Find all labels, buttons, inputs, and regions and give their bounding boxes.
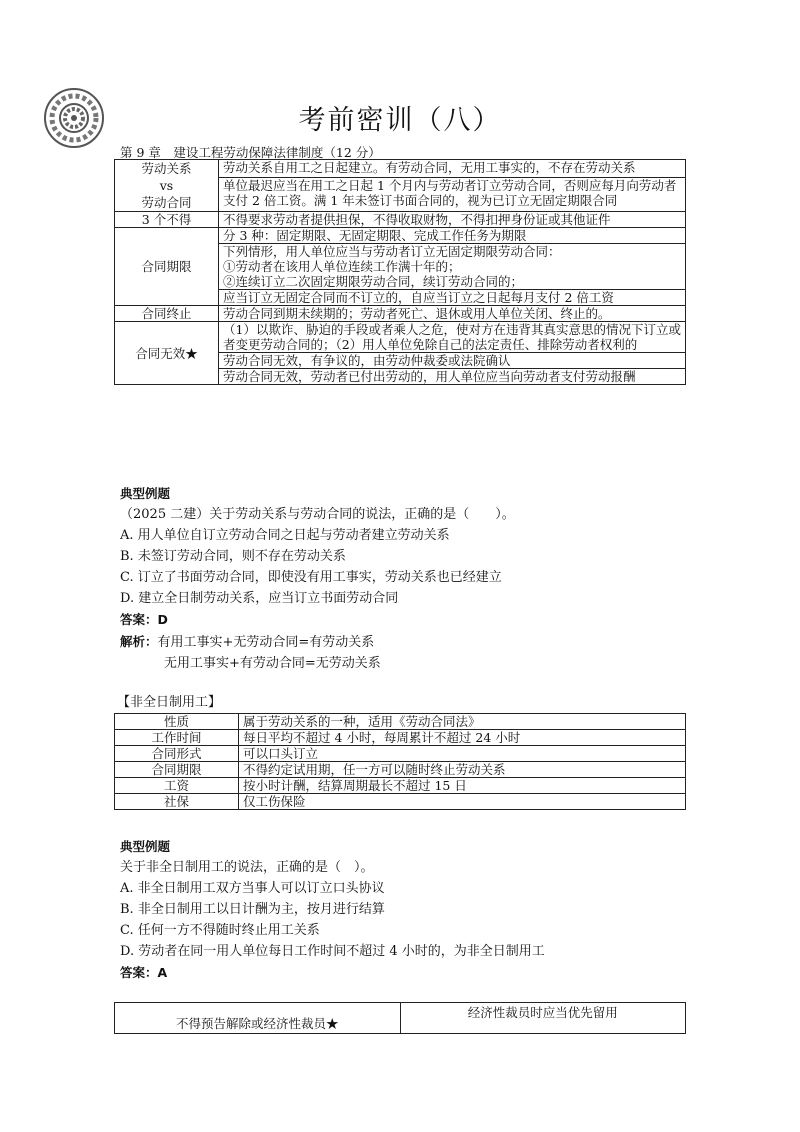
example1-analysis-label: 解析： (120, 634, 158, 649)
example1-option-c: C. 订立了书面劳动合同，即使没有用工事实，劳动关系也已经建立 (120, 570, 502, 585)
table-key: 合同期限 (115, 762, 239, 778)
example2-answer: A (157, 965, 168, 980)
table-key-line: 劳动合同 (141, 195, 192, 210)
page-title: 考前密训（八） (298, 105, 502, 136)
example1-analysis-2: 无用工事实+有劳动合同=无劳动关系 (164, 656, 381, 671)
part-time-table (114, 713, 686, 810)
example1-option-a: A. 用人单位自订立劳动合同之日起与劳动者建立劳动关系 (120, 528, 450, 543)
table-row (115, 730, 686, 746)
table-value: 分 3 种：固定期限、无固定期限、完成工作任务为期限 (219, 228, 686, 244)
example2-option-d: D. 劳动者在同一用人单位每日工作时间不超过 4 小时的，为非全日制用工 (120, 944, 545, 959)
table-key-line: vs (159, 178, 174, 193)
example2-option-a: A. 非全日制用工双方当事人可以订立口头协议 (120, 881, 385, 896)
table-row (115, 762, 686, 778)
table-key (115, 228, 219, 306)
example1-analysis-1: 有用工事实+无劳动合同=有劳动关系 (157, 635, 375, 650)
example1-answer-label: 答案： (120, 612, 158, 627)
table-key (115, 160, 219, 212)
table-key-line: 劳动关系 (141, 161, 192, 176)
dismissal-table (114, 1002, 686, 1034)
table-row (115, 212, 686, 228)
table-value: 应当订立无固定合同而不订立的，自应当订立之日起每月支付 2 倍工资 (219, 290, 686, 306)
table-key-line: 合同期限 (141, 259, 192, 274)
table-value: 单位最迟应当在用工之日起 1 个月内与劳动者订立劳动合同，否则应每月向劳动者支付 2 倍工资。满 1 年未签订书面合同的，视为已订立无固定期限合同 (219, 177, 686, 211)
table-value: 不得要求劳动者提供担保，不得收取财物，不得扣押身份证或其他证件 (219, 212, 686, 228)
table-value: 可以口头订立 (239, 746, 686, 762)
table-key (115, 212, 219, 228)
table-key (115, 322, 219, 385)
example2-answer-label: 答案： (120, 965, 158, 980)
example1-option-d: D. 建立全日制劳动关系，应当订立书面劳动合同 (120, 591, 399, 606)
table-value: 劳动合同到期未续期的；劳动者死亡、退休或用人单位关闭、终止的。 (219, 306, 686, 322)
example1-answer: D (157, 612, 168, 627)
table-value: 属于劳动关系的一种，适用《劳动合同法》 (239, 714, 686, 730)
example1-block (120, 483, 515, 674)
table-key-line: 合同终止 (141, 306, 192, 321)
table-row (115, 160, 686, 178)
example2-option-b: B. 非全日制用工以日计酬为主，按月进行结算 (120, 902, 385, 917)
table-key: 社保 (115, 794, 239, 810)
table-value: 劳动合同无效，劳动者已付出劳动的，用人单位应当向劳动者支付劳动报酬 (219, 369, 686, 385)
table-row (115, 778, 686, 794)
section2-title: 【非全日制用工】 (117, 695, 222, 710)
labor-relation-table (114, 159, 686, 385)
table-row (115, 306, 686, 322)
example2-block (120, 836, 545, 984)
example1-option-b: B. 未签订劳动合同，则不存在劳动关系 (120, 549, 346, 564)
table-row (115, 322, 686, 353)
table-key: 合同形式 (115, 746, 239, 762)
table-row (115, 794, 686, 810)
example2-option-c: C. 任何一方不得随时终止用工关系 (120, 923, 320, 938)
table-value: 下列情形，用人单位应当与劳动者订立无固定期限劳动合同： ①劳动者在该用人单位连续工作满十年的； ②连续订立二次固定期限劳动合同，续订劳动合同的； (219, 244, 686, 290)
table-row (115, 228, 686, 244)
table3-left-cell: 不得预告解除或经济性裁员★ (115, 1003, 401, 1034)
table-value: 劳动关系自用工之日起建立。有劳动合同，无用工事实的，不存在劳动关系 (219, 160, 686, 178)
table-value: 不得约定试用期，任一方可以随时终止劳动关系 (239, 762, 686, 778)
example2-question: 关于非全日制用工的说法，正确的是（ ）。 (120, 860, 374, 875)
table3-right-cell: 经济性裁员时应当优先留用 (400, 1003, 686, 1034)
example1-heading: 典型例题 (120, 486, 171, 501)
table-row (115, 746, 686, 762)
table-value: 按小时计酬，结算周期最长不超过 15 日 (239, 778, 686, 794)
example1-question: （2025 二建）关于劳动关系与劳动合同的说法，正确的是（ ）。 (120, 507, 515, 522)
chapter-subtitle: 第 9 章 建设工程劳动保障法律制度（12 分） (120, 145, 381, 160)
table-value: 仅工伤保险 (239, 794, 686, 810)
table-value: 每日平均不超过 4 小时，每周累计不超过 24 小时 (239, 730, 686, 746)
table-row (115, 1003, 686, 1034)
table-value: （1）以欺诈、胁迫的手段或者乘人之危，使对方在违背其真实意思的情况下订立或者变更劳动合同的；（2）用人单位免除自己的法定责任、排除劳动者权利的 (219, 322, 686, 353)
table-key-line: 合同无效★ (135, 345, 198, 361)
example2-heading: 典型例题 (120, 839, 171, 854)
table-key: 性质 (115, 714, 239, 730)
table-key (115, 306, 219, 322)
table-key-line: 3 个不得 (141, 212, 192, 227)
table-row (115, 714, 686, 730)
table-key: 工作时间 (115, 730, 239, 746)
table-key: 工资 (115, 778, 239, 794)
table-value: 劳动合同无效，有争议的，由劳动仲裁委或法院确认 (219, 353, 686, 369)
